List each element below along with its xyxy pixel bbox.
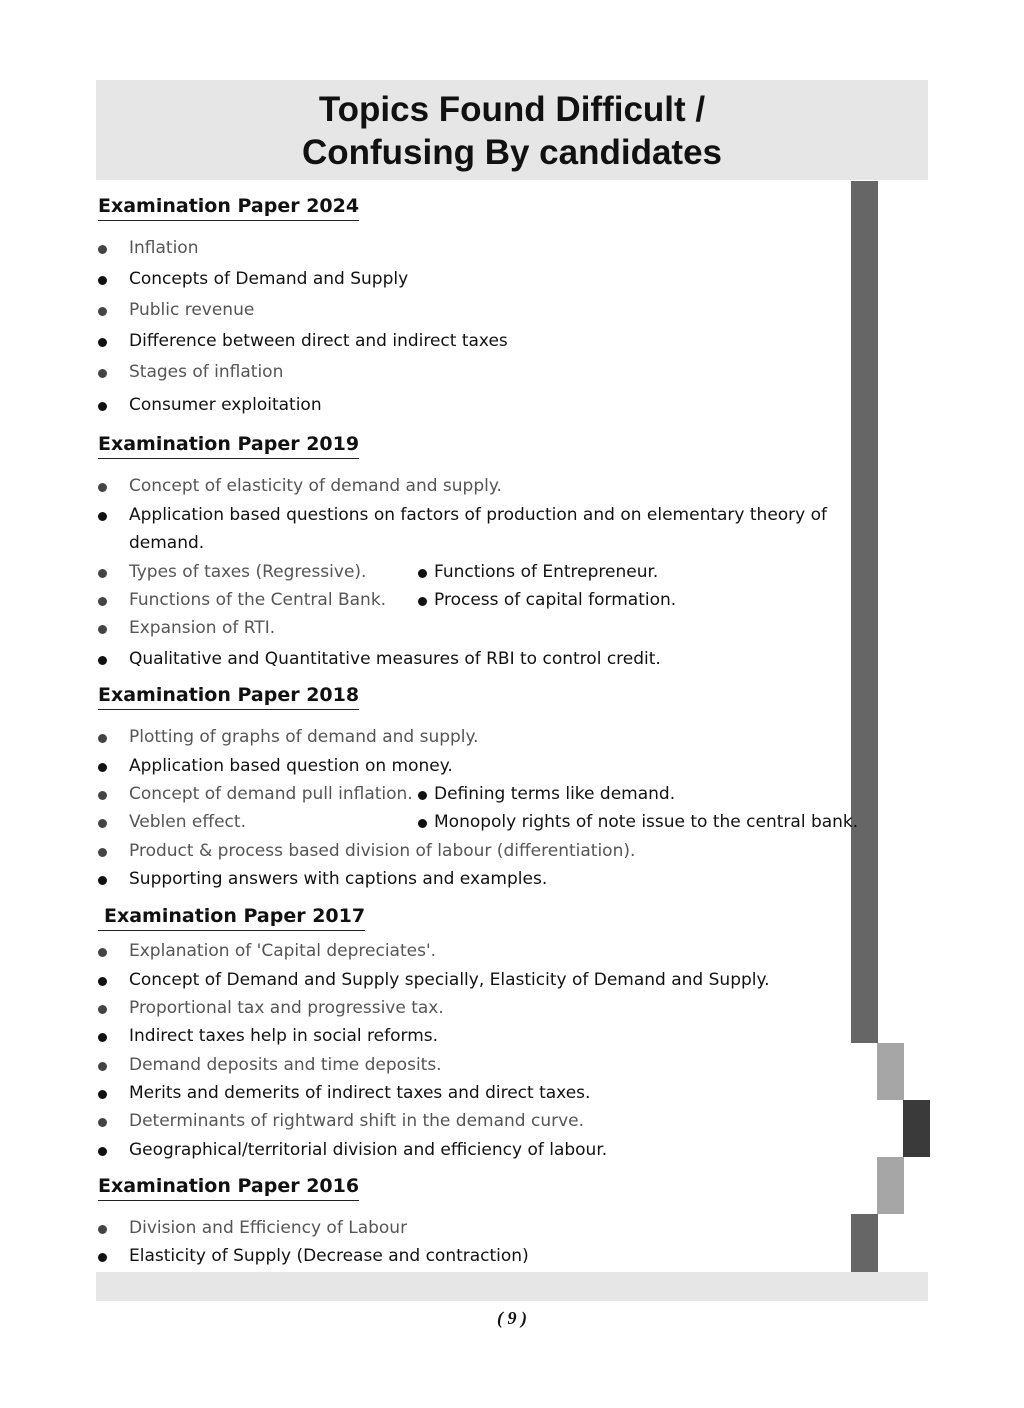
bullet-icon	[418, 791, 427, 800]
section-heading-2024: Examination Paper 2024	[98, 193, 359, 221]
bullet-icon	[98, 977, 107, 986]
bullet-icon	[98, 338, 107, 347]
bullet-icon	[418, 569, 427, 578]
bullet-icon	[98, 1225, 107, 1234]
thumb-tab-light-1	[877, 1043, 904, 1100]
section-heading-2019: Examination Paper 2019	[98, 431, 359, 459]
bullet-icon	[98, 276, 107, 285]
bullet-icon	[98, 512, 107, 521]
bullet-icon	[98, 656, 107, 665]
page-title-line-2: Confusing By candidates	[301, 133, 723, 172]
bullet-icon	[98, 948, 107, 957]
bullet-icon	[98, 876, 107, 885]
bullet-icon	[98, 402, 107, 411]
thumb-tab-bottom	[851, 1214, 878, 1272]
bullet-icon	[98, 245, 107, 254]
thumb-tab-dark	[903, 1100, 930, 1157]
bullet-icon	[418, 819, 427, 828]
bullet-icon	[98, 597, 107, 606]
bullet-icon	[98, 1005, 107, 1014]
bullet-icon	[98, 734, 107, 743]
bullet-icon	[98, 763, 107, 772]
bullet-icon	[98, 1253, 107, 1262]
bullet-icon	[98, 307, 107, 316]
page-title	[96, 88, 928, 174]
section-heading-2018: Examination Paper 2018	[98, 682, 359, 710]
bullet-icon	[98, 848, 107, 857]
footer-band	[96, 1272, 928, 1301]
page-number: ( 9 )	[497, 1308, 527, 1328]
bullet-icon	[98, 1147, 107, 1156]
bullet-icon	[98, 1118, 107, 1127]
page-title-line-1: Topics Found Difficult /	[318, 90, 706, 129]
bullet-icon	[98, 791, 107, 800]
section-heading-2017: Examination Paper 2017	[98, 903, 365, 931]
bullet-icon	[98, 625, 107, 634]
bullet-icon	[98, 369, 107, 378]
bullet-icon	[418, 597, 427, 606]
bullet-icon	[98, 1062, 107, 1071]
bullet-icon	[98, 1033, 107, 1042]
bullet-icon	[98, 819, 107, 828]
thumb-tab-main	[851, 181, 878, 1043]
bullet-icon	[98, 569, 107, 578]
section-heading-2016: Examination Paper 2016	[98, 1173, 359, 1201]
thumb-tab-light-2	[877, 1157, 904, 1214]
bullet-icon	[98, 483, 107, 492]
bullet-icon	[98, 1090, 107, 1099]
